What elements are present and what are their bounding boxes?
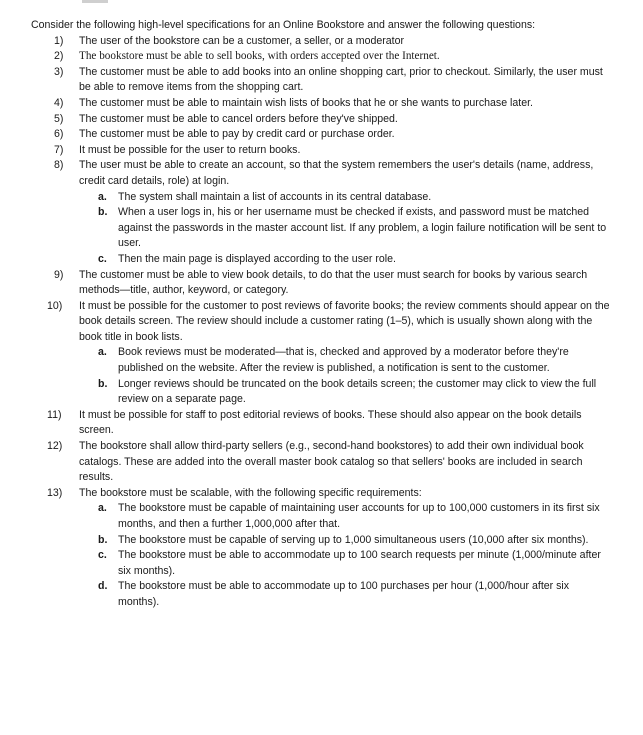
requirement-number: 12) bbox=[47, 440, 63, 453]
sub-requirement-letter: b. bbox=[98, 533, 108, 546]
sub-requirement-item bbox=[31, 345, 611, 376]
requirement-text: It must be possible for staff to post editorial reviews of books. These should also appear on the book details screen. bbox=[79, 408, 582, 437]
intro-paragraph: Consider the following high-level specifications for an Online Bookstore and answer the following questions: bbox=[31, 19, 536, 31]
sub-requirement-letter: d. bbox=[98, 580, 108, 593]
requirement-number: 1) bbox=[54, 34, 64, 47]
requirement-item bbox=[31, 299, 611, 408]
sub-requirement-letter: b. bbox=[98, 206, 108, 219]
document-body bbox=[31, 18, 611, 611]
sub-requirement-item bbox=[31, 377, 611, 408]
requirement-item bbox=[31, 268, 611, 299]
requirement-number: 9) bbox=[54, 268, 64, 281]
sub-requirement-item bbox=[31, 533, 611, 549]
requirement-text: The bookstore must be scalable, with the following specific requirements: bbox=[79, 486, 422, 499]
requirement-number: 4) bbox=[54, 96, 64, 109]
requirement-number: 5) bbox=[54, 112, 64, 125]
sub-requirement-text: The bookstore must be able to accommodate up to 100 purchases per hour (1,000/hour after six months). bbox=[118, 580, 570, 608]
requirement-number: 11) bbox=[47, 408, 62, 421]
requirement-text: The customer must be able to add books into an online shopping cart, prior to checkout. Similarly, the user must be able to remove items from the shopping cart. bbox=[79, 65, 603, 94]
sub-requirement-item bbox=[31, 205, 611, 252]
requirement-number: 8) bbox=[54, 159, 64, 172]
requirement-item bbox=[31, 112, 611, 128]
requirement-text: It must be possible for the customer to post reviews of favorite books; the review comments should appear on the book details screen. The review should include a customer rating (1–5), which is usually shown along with the book title in book lists. bbox=[79, 299, 610, 343]
requirement-text: The bookstore must be able to sell books, with orders accepted over the Internet. bbox=[79, 50, 440, 63]
sub-requirement-letter: a. bbox=[98, 190, 107, 203]
scan-artifact bbox=[82, 0, 108, 3]
sub-requirement-text: Then the main page is displayed according to the user role. bbox=[118, 252, 396, 265]
sub-requirement-text: The bookstore must be capable of serving up to 1,000 simultaneous users (10,000 after six months). bbox=[118, 533, 589, 546]
requirement-item bbox=[31, 96, 611, 112]
sub-requirement-item bbox=[31, 501, 611, 532]
requirement-text: The bookstore shall allow third-party sellers (e.g., second-hand bookstores) to add their own individual book catalogs. These are added into the overall master book catalog so that sellers' books are included in search results. bbox=[79, 440, 584, 484]
requirement-text: It must be possible for the user to return books. bbox=[79, 143, 301, 156]
sub-requirements-list bbox=[79, 501, 611, 610]
requirement-number: 13) bbox=[47, 486, 63, 499]
sub-requirement-text: The system shall maintain a list of accounts in its central database. bbox=[118, 190, 432, 203]
sub-requirement-item bbox=[31, 579, 611, 610]
sub-requirement-letter: c. bbox=[98, 549, 107, 562]
sub-requirement-letter: b. bbox=[98, 377, 108, 390]
requirement-number: 6) bbox=[54, 128, 64, 141]
requirements-list bbox=[31, 34, 611, 611]
sub-requirements-list bbox=[79, 345, 611, 407]
sub-requirement-text: Longer reviews should be truncated on the book details screen; the customer may click to view the full review on a separate page. bbox=[118, 377, 597, 406]
requirement-number: 2) bbox=[54, 50, 64, 63]
requirement-item bbox=[31, 143, 611, 159]
requirement-item bbox=[31, 408, 611, 439]
requirement-item bbox=[31, 65, 611, 96]
requirement-number: 3) bbox=[54, 65, 64, 78]
sub-requirement-item bbox=[31, 190, 611, 206]
sub-requirement-text: The bookstore must be able to accommodate up to 100 search requests per minute (1,000/minute after six months). bbox=[118, 549, 601, 577]
requirement-item bbox=[31, 158, 611, 267]
sub-requirement-item bbox=[31, 548, 611, 579]
sub-requirement-letter: a. bbox=[98, 346, 107, 359]
sub-requirements-list bbox=[79, 190, 611, 268]
sub-requirement-text: Book reviews must be moderated—that is, checked and approved by a moderator before they're published on the website. After the review is published, a notification is sent to the customer. bbox=[118, 346, 569, 375]
requirement-item bbox=[31, 439, 611, 486]
requirement-number: 7) bbox=[54, 143, 64, 156]
requirement-item bbox=[31, 486, 611, 611]
requirement-text: The customer must be able to cancel orders before they've shipped. bbox=[79, 112, 398, 125]
sub-requirement-letter: c. bbox=[98, 252, 107, 265]
requirement-text: The customer must be able to view book details, to do that the user must search for books by various search methods—title, author, keyword, or category. bbox=[79, 268, 588, 297]
sub-requirement-text: The bookstore must be capable of maintaining user accounts for up to 100,000 customers in its first six months, and then a further 1,000,000 after that. bbox=[118, 502, 600, 530]
requirement-item bbox=[31, 49, 611, 65]
requirement-item bbox=[31, 127, 611, 143]
sub-requirement-letter: a. bbox=[98, 502, 107, 515]
requirement-text: The customer must be able to maintain wish lists of books that he or she wants to purchase later. bbox=[79, 96, 533, 109]
requirement-text: The user must be able to create an account, so that the system remembers the user's details (name, address, credit card details, role) at login. bbox=[79, 159, 594, 187]
requirement-text: The user of the bookstore can be a customer, a seller, or a moderator bbox=[79, 34, 405, 47]
requirement-number: 10) bbox=[47, 299, 63, 312]
requirement-text: The customer must be able to pay by credit card or purchase order. bbox=[79, 128, 395, 141]
requirement-item bbox=[31, 34, 611, 50]
sub-requirement-text: When a user logs in, his or her username must be checked if exists, and password must be matched against the passwords in the master account list. If any problem, a login failure notification will be sent to user. bbox=[118, 206, 607, 250]
sub-requirement-item bbox=[31, 252, 611, 268]
